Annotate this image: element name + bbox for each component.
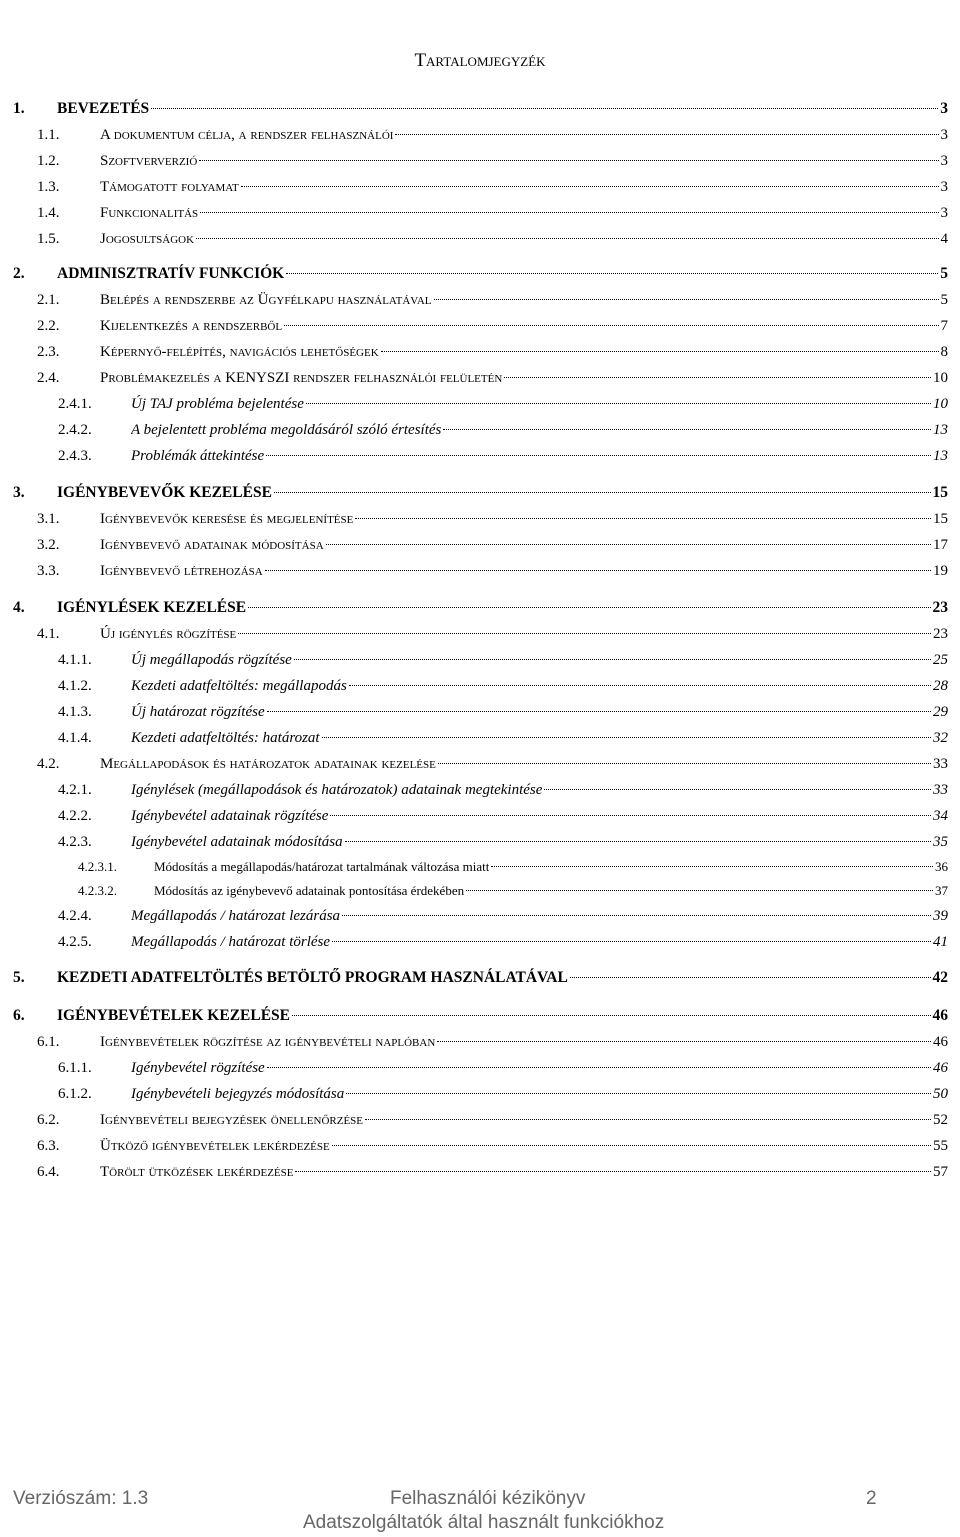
toc-entry[interactable] — [37, 753, 948, 775]
toc-entry-title: Módosítás az igénybevevő adatainak pontosítása érdekében — [154, 883, 465, 898]
toc-entry-page: 33 — [933, 782, 948, 798]
toc-entry[interactable] — [13, 597, 948, 619]
toc-entry-title: ADMINISZTRATÍV FUNKCIÓK — [57, 265, 285, 282]
toc-entry-page: 28 — [933, 678, 948, 694]
toc-leader-dots — [265, 570, 931, 571]
toc-entry-number: 6.2. — [37, 1112, 60, 1128]
toc-leader-dots — [267, 1067, 931, 1068]
toc-leader-dots — [151, 108, 938, 109]
toc-leader-dots — [199, 160, 938, 161]
toc-entry[interactable] — [58, 1083, 948, 1105]
toc-leader-dots — [345, 841, 931, 842]
toc-entry[interactable] — [58, 445, 948, 467]
toc-entry-page: 3 — [940, 127, 948, 143]
toc-entry-title: Kijelentkezés a rendszerből — [100, 318, 283, 334]
toc-entry[interactable] — [58, 393, 948, 415]
toc-entry-title: Új határozat rögzítése — [131, 704, 265, 720]
toc-entry[interactable] — [13, 482, 948, 504]
toc-entry[interactable] — [58, 727, 948, 749]
toc-entry-title: Szoftververzió — [100, 153, 198, 169]
toc-entry-number: 1. — [13, 100, 25, 117]
toc-entry[interactable] — [37, 560, 948, 582]
toc-entry-title: Új TAJ probléma bejelentése — [131, 396, 304, 412]
toc-leader-dots — [196, 238, 938, 239]
toc-entry-number: 2.4. — [37, 370, 60, 386]
toc-leader-dots — [292, 1015, 930, 1016]
toc-entry-page: 46 — [933, 1060, 948, 1076]
toc-leader-dots — [544, 789, 931, 790]
toc-leader-dots — [381, 351, 939, 352]
toc-leader-dots — [443, 429, 931, 430]
toc-entry-title: BEVEZETÉS — [57, 100, 150, 117]
toc-entry-number: 4.1.4. — [58, 730, 92, 746]
toc-entry-page: 3 — [940, 100, 948, 117]
toc-entry-number: 1.3. — [37, 179, 60, 195]
toc-entry-title: Új megállapodás rögzítése — [131, 652, 292, 668]
toc-entry[interactable] — [37, 150, 948, 172]
toc-entry-title: Kezdeti adatfeltöltés: határozat — [131, 730, 320, 746]
toc-entry-page: 3 — [940, 205, 948, 221]
toc-entry-title: Igénybevételek rögzítése az igénybevételi naplóban — [100, 1034, 436, 1050]
toc-entry[interactable] — [37, 367, 948, 389]
toc-entry[interactable] — [58, 805, 948, 827]
toc-entry-number: 5. — [13, 969, 25, 986]
toc-entry-number: 2.4.1. — [58, 396, 92, 412]
toc-leader-dots — [306, 403, 931, 404]
toc-entry-number: 6.1.1. — [58, 1060, 92, 1076]
toc-entry-title: IGÉNYBEVÉTELEK KEZELÉSE — [57, 1007, 291, 1024]
toc-entry-page: 23 — [933, 626, 948, 642]
toc-leader-dots — [241, 186, 939, 187]
toc-entry-title: A dokumentum célja, a rendszer felhasználói — [100, 127, 394, 143]
toc-entry-title: Igénybevétel rögzítése — [131, 1060, 265, 1076]
toc-entry-number: 4.2.3.2. — [78, 883, 117, 898]
toc-entry-number: 4. — [13, 599, 25, 616]
toc-leader-dots — [286, 273, 938, 274]
footer-document-title: Felhasználói kézikönyv — [390, 1488, 586, 1509]
toc-entry-title: Jogosultságok — [100, 231, 195, 247]
toc-entry-number: 2.3. — [37, 344, 60, 360]
toc-leader-dots — [466, 890, 933, 891]
toc-entry[interactable] — [37, 1161, 948, 1183]
toc-entry[interactable] — [37, 508, 948, 530]
toc-entry-title: Támogatott folyamat — [100, 179, 239, 195]
toc-leader-dots — [438, 763, 931, 764]
toc-entry-page: 37 — [935, 883, 948, 898]
toc-entry[interactable] — [37, 176, 948, 198]
toc-entry[interactable] — [13, 263, 948, 285]
toc-entry-title: Ütköző igénybevételek lekérdezése — [100, 1138, 330, 1154]
toc-leader-dots — [330, 815, 931, 816]
toc-entry-number: 1.5. — [37, 231, 60, 247]
toc-entry-number: 3.3. — [37, 563, 60, 579]
toc-entry-title: IGÉNYLÉSEK KEZELÉSE — [57, 599, 247, 616]
toc-entry[interactable] — [37, 228, 948, 250]
toc-entry-number: 1.4. — [37, 205, 60, 221]
toc-entry-page: 13 — [933, 448, 948, 464]
toc-leader-dots — [295, 1171, 931, 1172]
toc-entry[interactable] — [58, 1057, 948, 1079]
toc-entry[interactable] — [58, 831, 948, 853]
toc-leader-dots — [491, 866, 933, 867]
toc-entry-number: 4.1.2. — [58, 678, 92, 694]
toc-entry-page: 8 — [940, 344, 948, 360]
toc-entry-number: 1.2. — [37, 153, 60, 169]
toc-entry-page: 5 — [940, 292, 948, 308]
toc-entry-page: 34 — [933, 808, 948, 824]
toc-entry-number: 4.2.5. — [58, 934, 92, 950]
toc-entry-page: 10 — [933, 370, 948, 386]
footer-subtitle: Adatszolgáltatók által használt funkciókhoz — [303, 1512, 665, 1533]
toc-entry-number: 6.1. — [37, 1034, 60, 1050]
toc-entry[interactable] — [58, 675, 948, 697]
toc-entry-page: 3 — [940, 179, 948, 195]
footer-page-number: 2 — [866, 1488, 877, 1509]
toc-entry-number: 6. — [13, 1007, 25, 1024]
toc-entry-page: 39 — [933, 908, 948, 924]
toc-entry-number: 4.2.3. — [58, 834, 92, 850]
toc-entry-page: 29 — [933, 704, 948, 720]
toc-entry-page: 32 — [933, 730, 948, 746]
toc-entry[interactable] — [58, 419, 948, 441]
toc-entry-page: 10 — [933, 396, 948, 412]
toc-entry-title: KEZDETI ADATFELTÖLTÉS BETÖLTŐ PROGRAM HASZNÁLATÁVAL — [57, 969, 568, 986]
toc-entry-page: 4 — [940, 231, 948, 247]
toc-entry[interactable] — [37, 534, 948, 556]
toc-entry-number: 4.2.3.1. — [78, 859, 117, 874]
toc-entry-number: 3.2. — [37, 537, 60, 553]
toc-entry-page: 15 — [932, 484, 948, 501]
toc-entry[interactable] — [37, 1031, 948, 1053]
toc-leader-dots — [326, 544, 931, 545]
toc-entry-number: 2.4.3. — [58, 448, 92, 464]
toc-entry[interactable] — [78, 856, 948, 878]
toc-entry-title: Igénybevételi bejegyzések önellenőrzése — [100, 1112, 364, 1128]
toc-entry[interactable] — [37, 341, 948, 363]
toc-entry-page: 15 — [933, 511, 948, 527]
toc-entry-number: 6.3. — [37, 1138, 60, 1154]
toc-entry-title: Képernyő-felépítés, navigációs lehetőségek — [100, 344, 379, 360]
toc-entry-title: Igénybevevő létrehozása — [100, 563, 263, 579]
toc-entry[interactable] — [58, 931, 948, 953]
toc-entry-title: Problémakezelés a KENYSZI rendszer felhasználói felületén — [100, 370, 503, 386]
toc-entry-title: Új igénylés rögzítése — [100, 626, 237, 642]
toc-entry[interactable] — [37, 623, 948, 645]
toc-leader-dots — [570, 977, 931, 978]
toc-entry-number: 4.2.1. — [58, 782, 92, 798]
toc-entry[interactable] — [78, 880, 948, 902]
toc-leader-dots — [346, 1093, 931, 1094]
toc-entry-page: 46 — [933, 1034, 948, 1050]
toc-entry-number: 2.1. — [37, 292, 60, 308]
toc-entry-page: 17 — [933, 537, 948, 553]
toc-entry-number: 1.1. — [37, 127, 60, 143]
toc-entry-page: 46 — [932, 1007, 948, 1024]
toc-entry-number: 3.1. — [37, 511, 60, 527]
toc-entry-page: 57 — [933, 1164, 948, 1180]
toc-entry[interactable] — [58, 701, 948, 723]
toc-entry-number: 6.1.2. — [58, 1086, 92, 1102]
toc-entry-number: 2.2. — [37, 318, 60, 334]
toc-leader-dots — [248, 607, 930, 608]
toc-entry-page: 13 — [933, 422, 948, 438]
toc-entry-title: A bejelentett probléma megoldásáról szóló értesítés — [131, 422, 442, 438]
toc-entry-number: 4.2.2. — [58, 808, 92, 824]
toc-entry-title: Problémák áttekintése — [131, 448, 265, 464]
toc-entry[interactable] — [58, 779, 948, 801]
toc-leader-dots — [267, 711, 931, 712]
toc-leader-dots — [355, 518, 931, 519]
toc-entry[interactable] — [58, 905, 948, 927]
toc-entry[interactable] — [37, 202, 948, 224]
toc-leader-dots — [200, 212, 938, 213]
toc-entry-title: Megállapodások és határozatok adatainak kezelése — [100, 756, 436, 772]
toc-entry-number: 4.2.4. — [58, 908, 92, 924]
toc-leader-dots — [395, 134, 938, 135]
toc-entry-title: Törölt ütközések lekérdezése — [100, 1164, 294, 1180]
toc-entry-page: 23 — [932, 599, 948, 616]
toc-entry-title: Funkcionalitás — [100, 205, 199, 221]
toc-entry[interactable] — [13, 967, 948, 989]
toc-leader-dots — [504, 377, 931, 378]
toc-leader-dots — [284, 325, 938, 326]
toc-entry-number: 4.1.3. — [58, 704, 92, 720]
toc-leader-dots — [332, 941, 931, 942]
toc-entry[interactable] — [13, 98, 948, 120]
toc-title: Tartalomjegyzék — [414, 50, 546, 71]
toc-entry-title: Igénylések (megállapodások és határozatok) adatainak megtekintése — [131, 782, 543, 798]
toc-leader-dots — [322, 737, 931, 738]
toc-leader-dots — [332, 1145, 931, 1146]
toc-entry-page: 42 — [932, 969, 948, 986]
toc-leader-dots — [238, 633, 931, 634]
toc-entry-title: Megállapodás / határozat törlése — [131, 934, 331, 950]
toc-entry-page: 5 — [940, 265, 948, 282]
toc-entry-title: Módosítás a megállapodás/határozat tartalmának változása miatt — [154, 859, 490, 874]
toc-entry-page: 3 — [940, 153, 948, 169]
toc-entry[interactable] — [37, 124, 948, 146]
toc-entry[interactable] — [13, 1005, 948, 1027]
toc-entry-title: Igénybevétel adatainak módosítása — [131, 834, 343, 850]
toc-leader-dots — [365, 1119, 931, 1120]
toc-entry-page: 35 — [933, 834, 948, 850]
toc-entry[interactable] — [37, 315, 948, 337]
toc-entry[interactable] — [58, 649, 948, 671]
toc-entry-title: Igénybevevő adatainak módosítása — [100, 537, 324, 553]
toc-entry-page: 7 — [940, 318, 948, 334]
toc-leader-dots — [274, 492, 931, 493]
toc-entry-number: 3. — [13, 484, 25, 501]
toc-entry-number: 6.4. — [37, 1164, 60, 1180]
toc-entry[interactable] — [37, 289, 948, 311]
toc-entry-page: 36 — [935, 859, 948, 874]
toc-entry-number: 2.4.2. — [58, 422, 92, 438]
toc-entry-page: 33 — [933, 756, 948, 772]
toc-entry[interactable] — [37, 1135, 948, 1157]
toc-leader-dots — [342, 915, 931, 916]
toc-entry-page: 50 — [933, 1086, 948, 1102]
toc-entry-page: 55 — [933, 1138, 948, 1154]
toc-entry[interactable] — [37, 1109, 948, 1131]
toc-entry-title: IGÉNYBEVEVŐK KEZELÉSE — [57, 484, 272, 501]
toc-entry-title: Belépés a rendszerbe az Ügyfélkapu használatával — [100, 292, 432, 308]
toc-entry-page: 19 — [933, 563, 948, 579]
toc-entry-title: Igénybevételi bejegyzés módosítása — [131, 1086, 345, 1102]
toc-entry-number: 4.1. — [37, 626, 60, 642]
footer-version: Verziószám: 1.3 — [13, 1488, 149, 1509]
toc-entry-number: 2. — [13, 265, 25, 282]
toc-entry-page: 41 — [933, 934, 948, 950]
toc-entry-page: 25 — [933, 652, 948, 668]
toc-entry-number: 4.1.1. — [58, 652, 92, 668]
toc-leader-dots — [349, 685, 931, 686]
toc-leader-dots — [437, 1041, 931, 1042]
toc-entry-title: Igénybevevők keresése és megjelenítése — [100, 511, 354, 527]
toc-entry-title: Megállapodás / határozat lezárása — [131, 908, 341, 924]
toc-leader-dots — [434, 299, 939, 300]
toc-entry-title: Kezdeti adatfeltöltés: megállapodás — [131, 678, 347, 694]
toc-leader-dots — [266, 455, 931, 456]
toc-entry-title: Igénybevétel adatainak rögzítése — [131, 808, 329, 824]
toc-entry-number: 4.2. — [37, 756, 60, 772]
toc-leader-dots — [294, 659, 931, 660]
toc-entry-page: 52 — [933, 1112, 948, 1128]
